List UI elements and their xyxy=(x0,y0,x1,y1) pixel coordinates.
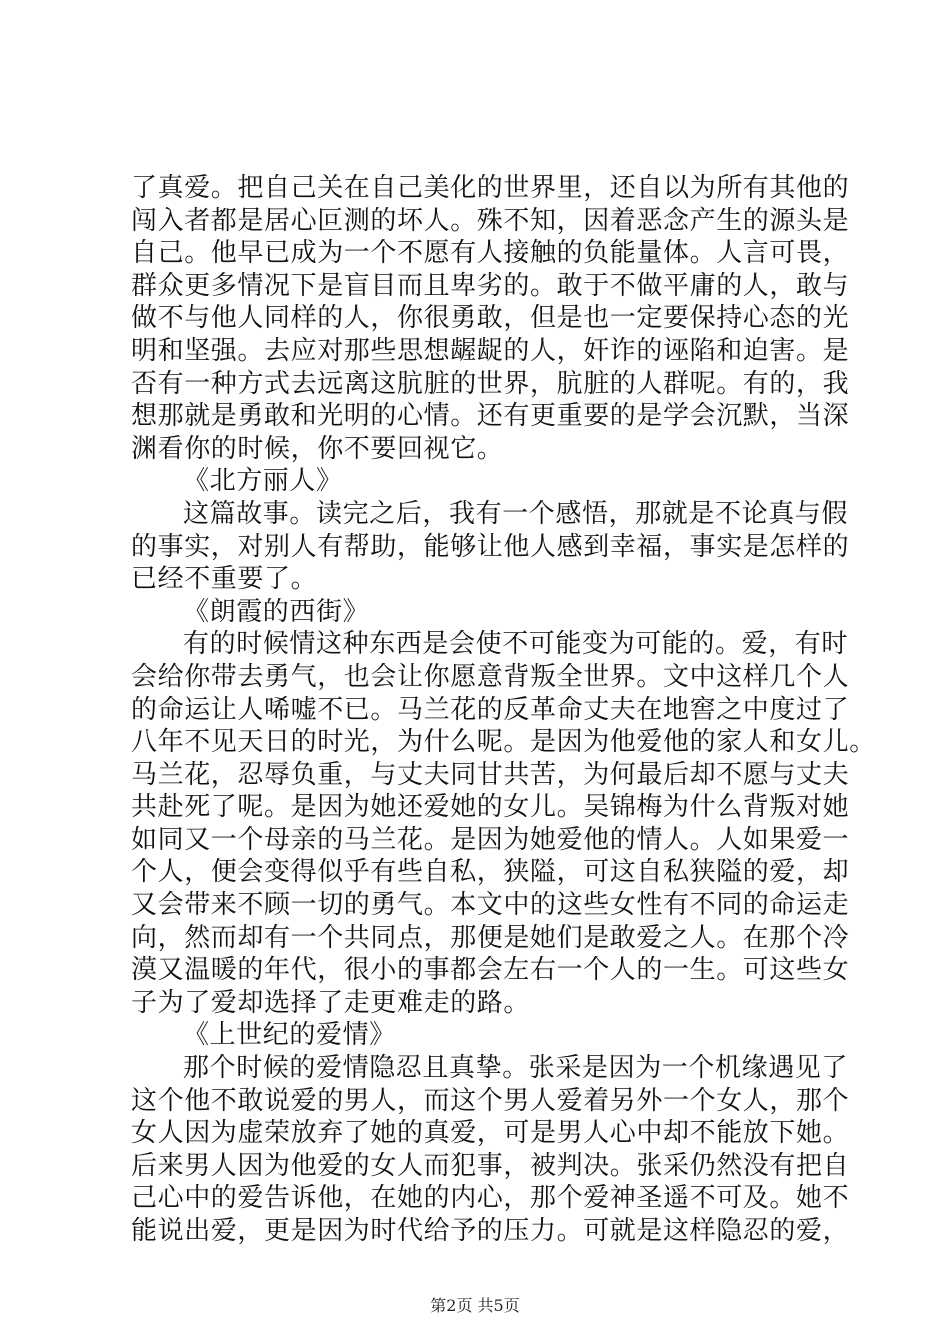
section-title: 《北方丽人》 xyxy=(183,466,343,497)
paragraph-line: 的事实，对别人有帮助，能够让他人感到幸福，事实是怎样的 xyxy=(131,531,850,562)
paragraph-line: 共赴死了呢。是因为她还爱她的女儿。吴锦梅为什么背叛对她 xyxy=(131,792,850,823)
paragraph-line: 否有一种方式去远离这肮脏的世界，肮脏的人群呢。有的，我 xyxy=(131,368,850,399)
document-body xyxy=(131,172,876,1248)
paragraph-line: 群众更多情况下是盲目而且卑劣的。敢于不做平庸的人，敢与 xyxy=(131,270,850,301)
paragraph-line: 女人因为虚荣放弃了她的真爱，可是男人心中却不能放下她。 xyxy=(131,1118,850,1149)
paragraph-line: 又会带来不顾一切的勇气。本文中的这些女性有不同的命运走 xyxy=(131,890,850,921)
paragraph-line: 渊看你的时候，你不要回视它。 xyxy=(131,433,504,464)
paragraph-line: 向，然而却有一个共同点，那便是她们是敢爱之人。在那个冷 xyxy=(131,922,850,953)
section-title: 《上世纪的爱情》 xyxy=(183,1020,396,1051)
paragraph-line: 子为了爱却选择了走更难走的路。 xyxy=(131,987,531,1018)
paragraph-line: 自己。他早已成为一个不愿有人接触的负能量体。人言可畏， xyxy=(131,238,850,269)
paragraph-line: 这个他不敢说爱的男人，而这个男人爱着另外一个女人，那个 xyxy=(131,1085,850,1116)
paragraph-line: 个人，便会变得似乎有些自私，狭隘，可这自私狭隘的爱，却 xyxy=(131,857,850,888)
paragraph-line: 有的时候情这种东西是会使不可能变为可能的。爱，有时 xyxy=(183,629,849,660)
paragraph-line: 已经不重要了。 xyxy=(131,564,318,595)
paragraph-line: 八年不见天日的时光，为什么呢。是因为他爱他的家人和女儿。 xyxy=(131,727,876,758)
paragraph-line: 漠又温暖的年代，很小的事都会左右一个人的一生。可这些女 xyxy=(131,955,850,986)
paragraph-line: 的命运让人唏嘘不已。马兰花的反革命丈夫在地窖之中度过了 xyxy=(131,694,850,725)
paragraph-line: 做不与他人同样的人，你很勇敢，但是也一定要保持心态的光 xyxy=(131,303,850,334)
paragraph-line: 闯入者都是居心叵测的坏人。殊不知，因着恶念产生的源头是 xyxy=(131,205,850,236)
paragraph-line: 马兰花，忍辱负重，与丈夫同甘共苦，为何最后却不愿与丈夫 xyxy=(131,759,850,790)
section-title: 《朗霞的西街》 xyxy=(183,596,370,627)
page-number-footer: 第2页 共5页 xyxy=(430,1296,520,1315)
paragraph-line: 会给你带去勇气，也会让你愿意背叛全世界。文中这样几个人 xyxy=(131,661,850,692)
paragraph-line: 这篇故事。读完之后，我有一个感悟，那就是不论真与假 xyxy=(183,498,849,529)
paragraph-line: 明和坚强。去应对那些思想龌龊的人，奸诈的诬陷和迫害。是 xyxy=(131,335,850,366)
paragraph-line: 如同又一个母亲的马兰花。是因为她爱他的情人。人如果爱一 xyxy=(131,824,850,855)
paragraph-line: 想那就是勇敢和光明的心情。还有更重要的是学会沉默，当深 xyxy=(131,401,850,432)
paragraph-line: 己心中的爱告诉他，在她的内心，那个爱神圣遥不可及。她不 xyxy=(131,1183,850,1214)
paragraph-line: 后来男人因为他爱的女人而犯事，被判决。张采仍然没有把自 xyxy=(131,1150,850,1181)
paragraph-line: 了真爱。把自己关在自己美化的世界里，还自以为所有其他的 xyxy=(131,173,850,203)
paragraph-line: 那个时候的爱情隐忍且真挚。张采是因为一个机缘遇见了 xyxy=(183,1053,849,1084)
paragraph-line: 能说出爱，更是因为时代给予的压力。可就是这样隐忍的爱， xyxy=(131,1216,850,1246)
